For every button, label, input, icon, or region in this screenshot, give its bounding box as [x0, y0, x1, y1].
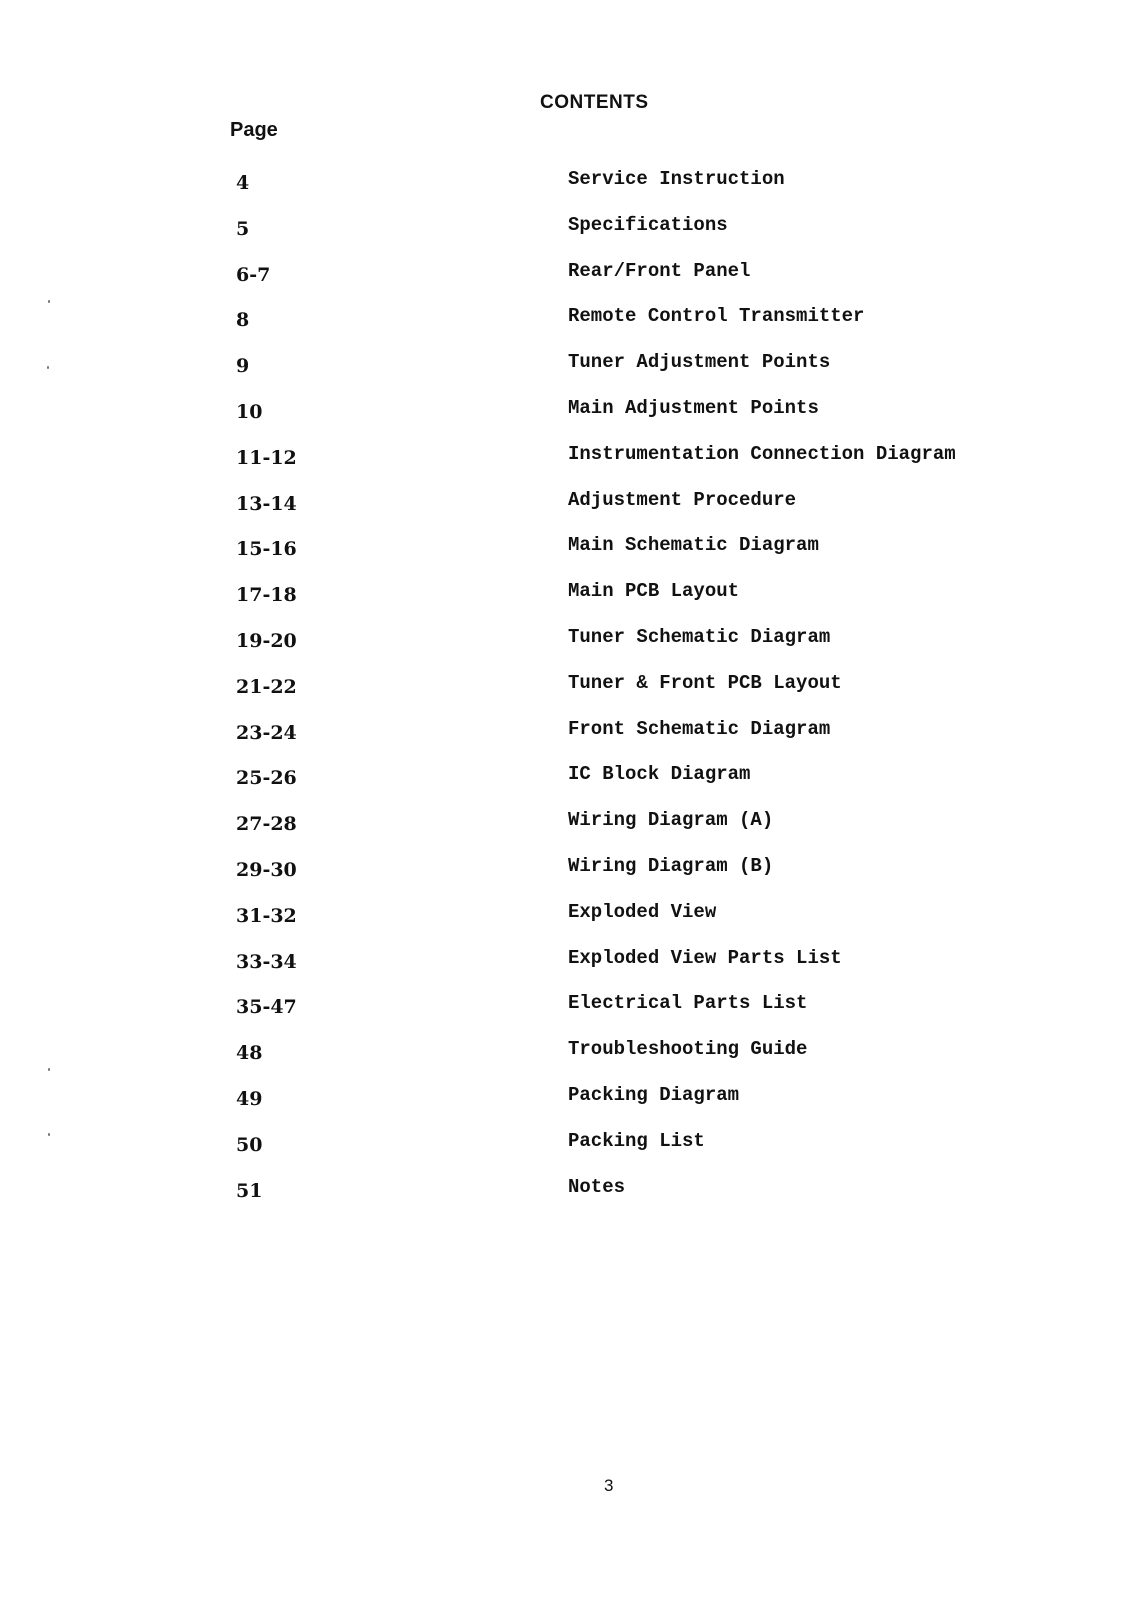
toc-page-number: 35-47 — [236, 996, 297, 1019]
toc-entry-title: Packing Diagram — [568, 1083, 740, 1106]
toc-entry-title: Main Schematic Diagram — [568, 534, 819, 557]
toc-page-number: 17-18 — [236, 584, 297, 607]
toc-row — [0, 214, 1131, 260]
toc-page-number: 19-20 — [236, 629, 297, 652]
toc-row — [0, 260, 1131, 306]
toc-row — [0, 168, 1131, 214]
toc-row — [0, 626, 1131, 672]
toc-entry-title: Tuner & Front PCB Layout — [568, 671, 842, 694]
toc-page-number: 13-14 — [236, 492, 297, 515]
page-number: 3 — [604, 1476, 614, 1495]
toc-row — [0, 580, 1131, 626]
toc-entry-title: IC Block Diagram — [568, 763, 751, 786]
toc-page-number: 11-12 — [236, 446, 297, 469]
toc-row — [0, 718, 1131, 764]
toc-entry-title: Front Schematic Diagram — [568, 717, 831, 740]
toc-row — [0, 901, 1131, 947]
toc-row — [0, 947, 1131, 993]
toc-entry-title: Wiring Diagram (A) — [568, 809, 774, 832]
toc-row — [0, 855, 1131, 901]
toc-row — [0, 809, 1131, 855]
toc-entry-title: Exploded View Parts List — [568, 946, 842, 969]
toc-row — [0, 763, 1131, 809]
toc-page-number: 49 — [236, 1087, 263, 1110]
toc-row — [0, 534, 1131, 580]
toc-row — [0, 992, 1131, 1038]
toc-entry-title: Instrumentation Connection Diagram — [568, 442, 956, 465]
toc-row — [0, 305, 1131, 351]
toc-entry-title: Notes — [568, 1175, 626, 1198]
toc-row — [0, 1130, 1131, 1176]
toc-page-number: 27-28 — [236, 813, 297, 836]
toc-row — [0, 1084, 1131, 1130]
table-of-contents — [0, 168, 1131, 1221]
toc-page-number: 48 — [236, 1042, 263, 1065]
toc-page-number: 23-24 — [236, 721, 297, 744]
toc-page-number: 15-16 — [236, 538, 297, 561]
toc-page-number: 8 — [236, 309, 250, 332]
toc-row — [0, 1176, 1131, 1222]
toc-page-number: 51 — [236, 1179, 263, 1202]
toc-entry-title: Exploded View — [568, 900, 717, 923]
toc-entry-title: Electrical Parts List — [568, 992, 808, 1015]
contents-title: CONTENTS — [540, 92, 649, 113]
page-column-label: Page — [230, 119, 278, 141]
toc-row — [0, 1038, 1131, 1084]
toc-entry-title: Service Instruction — [568, 168, 785, 190]
toc-page-number: 4 — [236, 172, 250, 194]
toc-page-number: 9 — [236, 355, 250, 378]
toc-row — [0, 397, 1131, 443]
toc-row — [0, 443, 1131, 489]
toc-row — [0, 489, 1131, 535]
toc-entry-title: Packing List — [568, 1129, 705, 1152]
toc-page-number: 5 — [236, 217, 250, 240]
toc-page-number: 29-30 — [236, 858, 297, 881]
toc-page-number: 21-22 — [236, 675, 297, 698]
toc-page-number: 31-32 — [236, 904, 297, 927]
toc-page-number: 6-7 — [236, 263, 271, 286]
toc-page-number: 10 — [236, 400, 263, 423]
toc-entry-title: Adjustment Procedure — [568, 488, 797, 511]
toc-page-number: 50 — [236, 1133, 263, 1156]
toc-entry-title: Tuner Schematic Diagram — [568, 625, 831, 648]
toc-entry-title: Main PCB Layout — [568, 580, 740, 603]
toc-entry-title: Wiring Diagram (B) — [568, 854, 774, 877]
toc-row — [0, 351, 1131, 397]
toc-row — [0, 672, 1131, 718]
scan-speck — [48, 300, 50, 303]
toc-entry-title: Rear/Front Panel — [568, 259, 751, 282]
toc-entry-title: Troubleshooting Guide — [568, 1038, 808, 1061]
toc-entry-title: Specifications — [568, 213, 728, 236]
scan-speck — [48, 1133, 50, 1136]
toc-entry-title: Remote Control Transmitter — [568, 305, 865, 328]
toc-page-number: 25-26 — [236, 767, 297, 790]
toc-entry-title: Main Adjustment Points — [568, 396, 819, 419]
toc-entry-title: Tuner Adjustment Points — [568, 351, 831, 374]
scan-speck — [48, 1068, 50, 1071]
scan-speck — [47, 366, 49, 369]
toc-page-number: 33-34 — [236, 950, 297, 973]
